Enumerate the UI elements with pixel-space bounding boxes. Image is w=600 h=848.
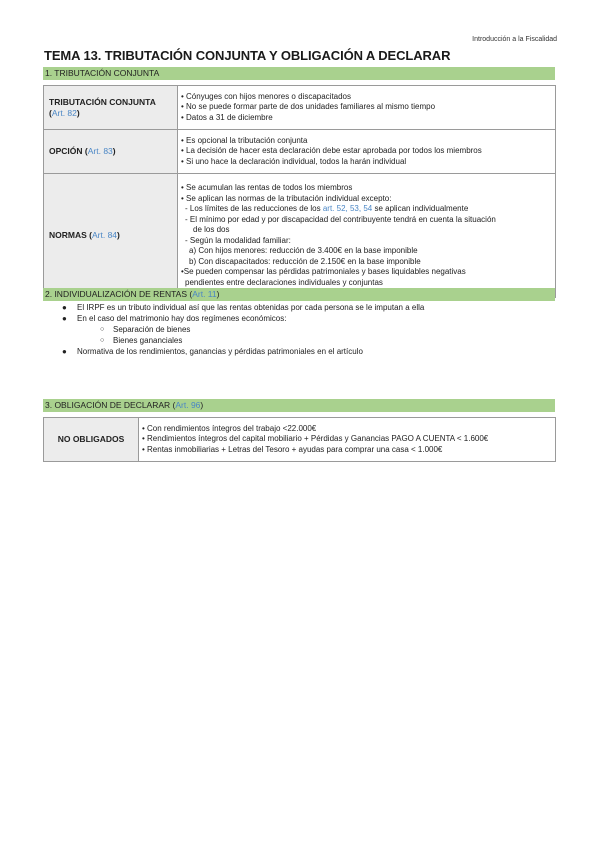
- bullet-glyph: ●: [62, 303, 67, 312]
- bullet-line: • Se aplican las normas de la tributación individual excepto:: [181, 193, 392, 203]
- paren-open: (: [84, 146, 88, 157]
- sub-line: a) Con hijos menores: reducción de 3.400€ en la base imponible: [189, 246, 418, 255]
- paren-open: (: [89, 230, 92, 241]
- bullet-line: • Rentas inmobiliarias + Letras del Tesoro + ayudas para comprar una casa < 1.000€: [142, 444, 443, 454]
- obligacion-table: [43, 417, 556, 462]
- individualizacion-list: [43, 302, 555, 357]
- row-label-text: OPCIÓN: [49, 146, 83, 157]
- list-item: [43, 346, 555, 357]
- sub-line-text: - Los límites de las reducciones de los: [185, 204, 323, 213]
- sub-item-text: Bienes gananciales: [113, 336, 183, 345]
- row-label-text: NORMAS: [49, 230, 87, 241]
- table-row: [44, 418, 556, 462]
- section-heading-tributacion-conjunta: 1. TRIBUTACIÓN CONJUNTA: [43, 67, 555, 80]
- bullet-line: • La decisión de hacer esta declaración debe estar aprobada por todos los miembros: [181, 146, 482, 156]
- row-label: [44, 174, 178, 298]
- sub-line: de los dos: [193, 225, 230, 234]
- list-item: [43, 313, 555, 346]
- paren-close: ): [112, 146, 116, 157]
- bullet-line: • Datos a 31 de diciembre: [181, 112, 273, 122]
- paren-close: ): [200, 400, 204, 410]
- article-link[interactable]: art. 52, 53, 54: [322, 204, 373, 213]
- bullet-line: • Rendimientos íntegros del capital mobiliario + Pérdidas y Ganancias PAGO A CUENTA < 1.600€: [142, 434, 489, 444]
- article-link[interactable]: Art. 84: [92, 230, 118, 241]
- article-link[interactable]: Art. 11: [192, 289, 217, 299]
- circle-bullet-glyph: ○: [100, 326, 105, 333]
- sub-list-item: [43, 335, 555, 346]
- sub-line: b) Con discapacitados: reducción de 2.150€ en la base imponible: [189, 256, 421, 266]
- tributacion-table: [43, 85, 556, 298]
- running-header: Introducción a la Fiscalidad: [472, 36, 557, 43]
- row-content: [139, 418, 556, 462]
- section-heading-text: 2. INDIVIDUALIZACIÓN DE RENTAS (: [45, 289, 193, 299]
- table-row: [44, 130, 556, 174]
- bullet-line: • Es opcional la tributación conjunta: [181, 135, 308, 145]
- table-row: [44, 174, 556, 298]
- list-item-text: El IRPF es un tributo individual así que las rentas obtenidas por cada persona se le imputan a ella: [77, 303, 425, 312]
- article-link[interactable]: Art. 96: [175, 400, 201, 410]
- paren-close: ): [216, 289, 220, 299]
- bullet-line: • Se acumulan las rentas de todos los miembros: [181, 183, 353, 192]
- sub-line: - Según la modalidad familiar:: [185, 235, 291, 245]
- article-link[interactable]: Art. 83: [87, 146, 113, 157]
- paren-close: ): [76, 107, 80, 118]
- sub-list: [77, 324, 555, 346]
- bullet-line: • Cónyuges con hijos menores o discapacitados: [181, 91, 352, 101]
- sub-line: - El mínimo por edad y por discapacidad del contribuyente tendrá en cuenta la situación: [185, 214, 496, 224]
- row-label: NO OBLIGADOS: [44, 418, 139, 462]
- bullet-line: •Se pueden compensar las pérdidas patrimoniales y bases liquidables negativas: [181, 267, 466, 276]
- bullet-line: • No se puede formar parte de dos unidades familiares al mismo tiempo: [181, 102, 436, 112]
- list-item: [43, 302, 555, 313]
- sub-line: [181, 204, 551, 215]
- row-content: [178, 130, 556, 174]
- list-item-text: En el caso del matrimonio hay dos regímenes económicos:: [77, 314, 287, 323]
- page-title: TEMA 13. TRIBUTACIÓN CONJUNTA Y OBLIGACIÓN A DECLARAR: [44, 48, 451, 63]
- row-label: [44, 130, 178, 174]
- section-heading-text: 3. OBLIGACIÓN DE DECLARAR (: [45, 400, 176, 410]
- paren-open: (: [49, 107, 52, 118]
- circle-bullet-glyph: ○: [100, 337, 105, 344]
- bullet-glyph: ●: [62, 347, 67, 356]
- list-item-text: Normativa de los rendimientos, ganancias y pérdidas patrimoniales en el artículo: [77, 347, 363, 356]
- row-label: [44, 86, 178, 130]
- bullet-line: • Con rendimientos íntegros del trabajo <22.000€: [142, 423, 317, 433]
- paren-close: ): [117, 230, 120, 241]
- sub-list-item: [43, 324, 555, 335]
- bullet-glyph: ●: [62, 314, 67, 323]
- row-label-text: TRIBUTACIÓN CONJUNTA: [49, 97, 156, 107]
- article-link[interactable]: Art. 82: [51, 107, 77, 118]
- sub-item-text: Separación de bienes: [113, 325, 191, 334]
- sub-line-text: se aplican individualmente: [372, 204, 469, 213]
- row-content: [178, 86, 556, 130]
- bullet-line: pendientes entre declaraciones individuales y conjuntas: [185, 277, 383, 287]
- bullet-line: • Si uno hace la declaración individual, todos la harán individual: [181, 156, 407, 166]
- section-heading-individualizacion: [43, 288, 555, 301]
- section-heading-obligacion: [43, 399, 555, 412]
- table-row: [44, 86, 556, 130]
- row-content: [178, 174, 556, 298]
